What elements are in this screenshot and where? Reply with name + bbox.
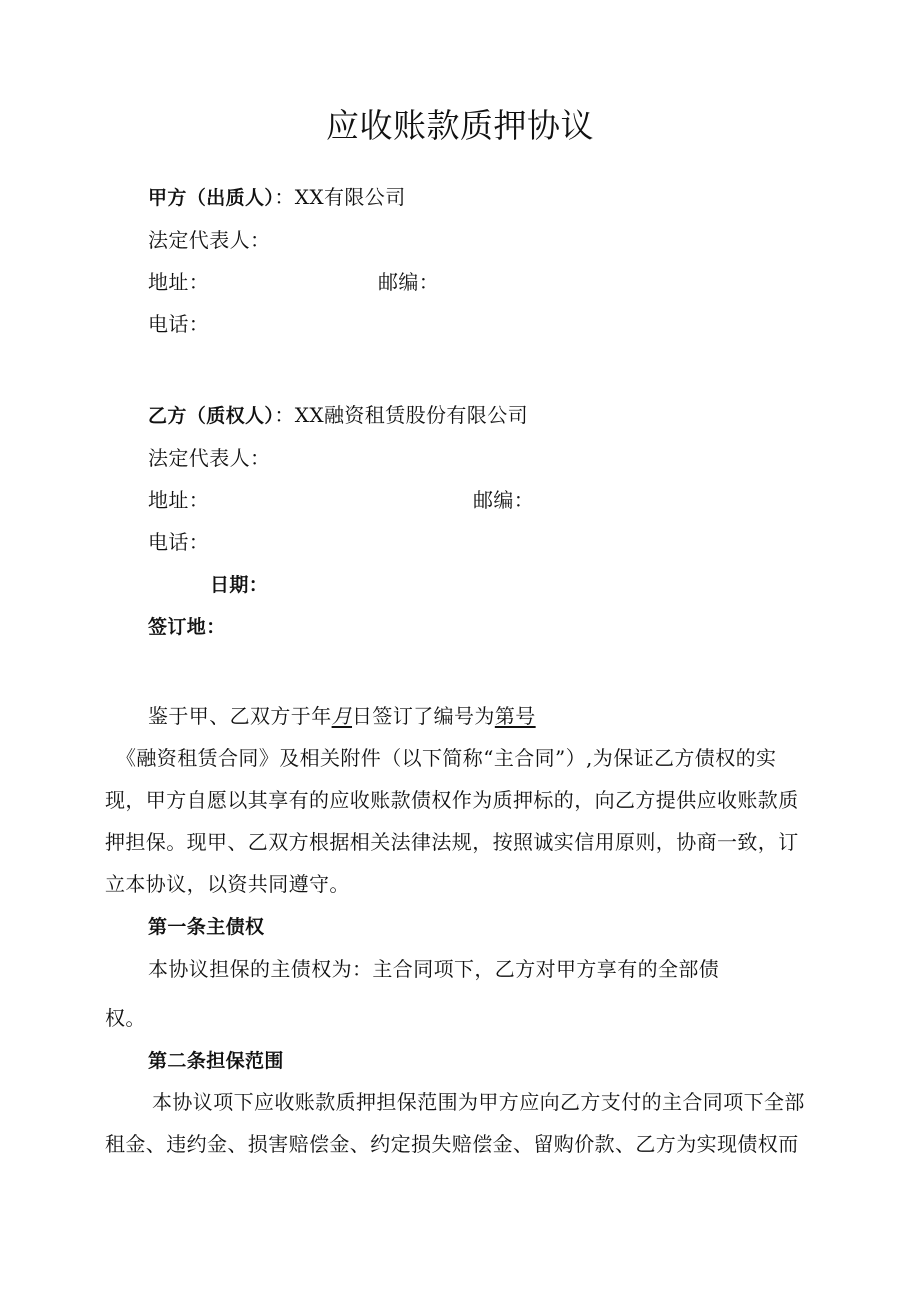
preamble-line-5: 立本协议，以资共同遵守。 — [105, 872, 350, 896]
sign-place-label: 签订地： — [148, 616, 226, 638]
article-2-line-1: 本协议项下应收账款质押担保范围为甲方应向乙方支付的主合同项下全部 — [152, 1090, 805, 1114]
party-a-postcode: 邮编： — [378, 270, 440, 294]
party-a-colon: ： — [274, 185, 295, 209]
preamble-line-1 — [148, 702, 536, 730]
document-title: 应收账款质押协议 — [326, 106, 594, 145]
preamble-month: 月 — [331, 704, 353, 728]
party-a-line — [148, 183, 406, 212]
party-a-legal-rep: 法定代表人： — [148, 228, 271, 252]
party-a-address: 地址： — [148, 270, 210, 294]
party-b-line — [148, 401, 528, 430]
party-a-name: XX有限公司 — [294, 185, 406, 209]
article-1-line-2: 权。 — [105, 1006, 146, 1030]
article-1-heading: 第一条主债权 — [148, 916, 265, 938]
party-b-name: XX融资租赁股份有限公司 — [294, 403, 528, 427]
preamble-line-4: 押担保。现甲、乙双方根据相关法律法规，按照诚实信用原则，协商一致，订 — [105, 830, 799, 854]
party-a-label: 甲方（出质人） — [148, 187, 275, 209]
preamble-part-2: 日签订了编号为 — [352, 704, 495, 728]
party-b-colon: ： — [274, 403, 295, 427]
preamble-part-1: 鉴于甲、乙双方于年 — [148, 704, 332, 728]
party-b-address: 地址： — [148, 488, 210, 512]
date-label: 日期： — [210, 574, 269, 596]
party-b-postcode: 邮编： — [473, 488, 535, 512]
preamble-line-3: 现，甲方自愿以其享有的应收账款债权作为质押标的，向乙方提供应收账款质 — [105, 788, 799, 812]
party-a-phone: 电话： — [148, 312, 210, 336]
article-1-line-1: 本协议担保的主债权为：主合同项下，乙方对甲方享有的全部债 — [148, 957, 720, 981]
preamble-contract-no: 第号 — [494, 704, 536, 728]
article-2-heading: 第二条担保范围 — [148, 1050, 284, 1072]
article-2-line-2: 租金、违约金、损害赔偿金、约定损失赔偿金、留购价款、乙方为实现债权而 — [105, 1132, 799, 1156]
party-b-legal-rep: 法定代表人： — [148, 446, 271, 470]
party-b-phone: 电话： — [148, 530, 210, 554]
preamble-line-2: 《融资租赁合同》及相关附件（以下简称“主合同”）,为保证乙方债权的实 — [116, 746, 777, 770]
party-b-label: 乙方（质权人） — [148, 405, 275, 427]
